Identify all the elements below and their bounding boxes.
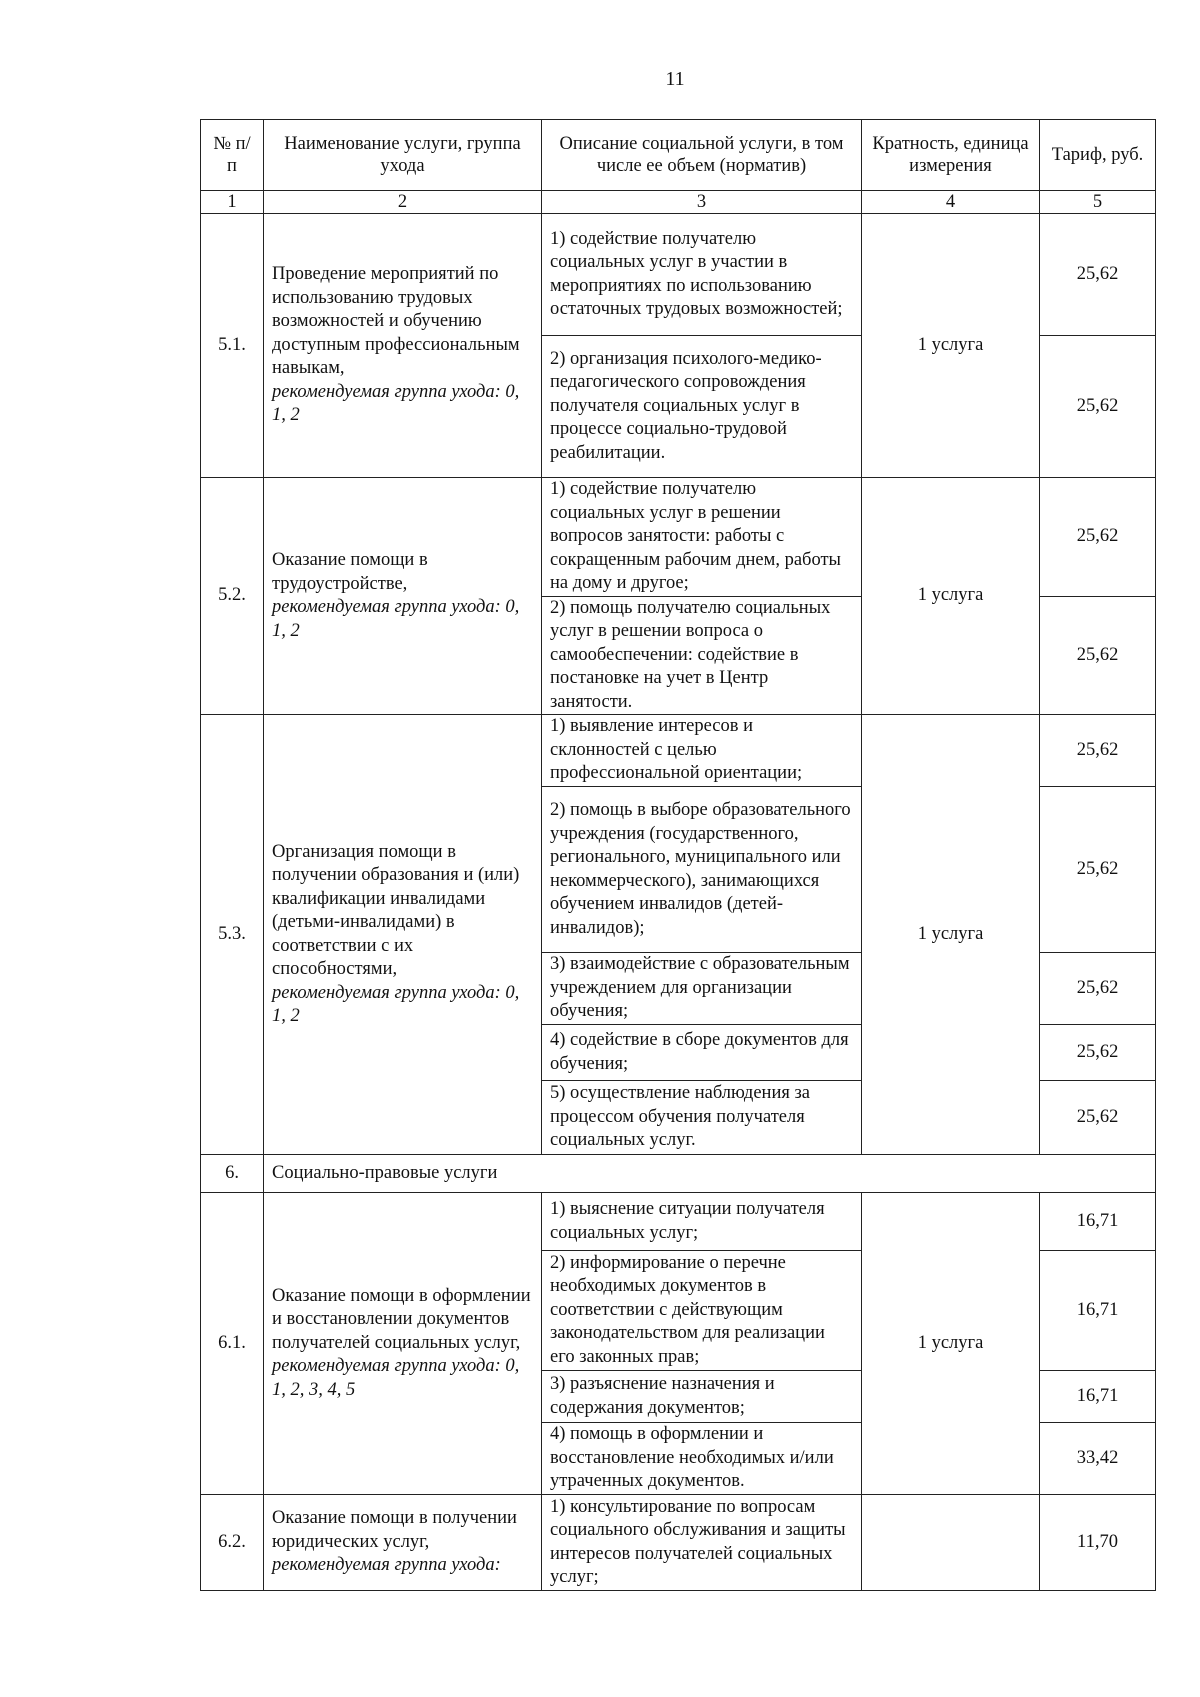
service-tariff: 25,62 — [1040, 1081, 1156, 1155]
service-unit: 1 услуга — [862, 1193, 1040, 1495]
header-number: № п/п — [201, 120, 264, 191]
column-number: 3 — [542, 191, 862, 214]
table-header-row — [201, 120, 1156, 191]
column-number: 5 — [1040, 191, 1156, 214]
service-name-cell — [264, 478, 542, 715]
service-name-cell — [264, 715, 542, 1155]
service-tariff: 11,70 — [1040, 1495, 1156, 1591]
service-description: 2) организация психолого-медико-педагогического сопровождения получателя социальных услуг в процессе социально-трудовой реабилитации. — [542, 336, 862, 478]
header-description: Описание социальной услуги, в том числе ее объем (норматив) — [542, 120, 862, 191]
service-name: Оказание помощи в получении юридических услуг, — [272, 1508, 517, 1552]
service-number: 5.2. — [201, 478, 264, 715]
service-tariff: 25,62 — [1040, 953, 1156, 1025]
service-tariff: 16,71 — [1040, 1371, 1156, 1423]
service-name: Оказание помощи в трудоустройстве, — [272, 550, 428, 594]
service-name: Оказание помощи в оформлении и восстановлении документов получателей социальных услуг, — [272, 1285, 531, 1353]
care-group: рекомендуемая группа ухода: — [272, 1555, 501, 1576]
column-number: 2 — [264, 191, 542, 214]
service-tariff: 25,62 — [1040, 715, 1156, 787]
care-group: рекомендуемая группа ухода: 0, 1, 2 — [272, 597, 520, 641]
header-service-name: Наименование услуги, группа ухода — [264, 120, 542, 191]
care-group: рекомендуемая группа ухода: 0, 1, 2 — [272, 381, 520, 426]
care-group: рекомендуемая группа ухода: 0, 1, 2 — [272, 982, 520, 1026]
service-tariff: 16,71 — [1040, 1193, 1156, 1251]
service-description: 2) помощь в выборе образовательного учреждения (государственного, регионального, муниципального или некоммерческого), занимающихся обучением инвалидов (детей-инвалидов); — [542, 787, 862, 953]
service-description: 3) разъяснение назначения и содержания документов; — [542, 1371, 862, 1423]
table-row — [201, 1193, 1156, 1251]
service-description: 3) взаимодействие с образовательным учреждением для организации обучения; — [542, 953, 862, 1025]
header-frequency: Кратность, единица измерения — [862, 120, 1040, 191]
service-tariff: 25,62 — [1040, 336, 1156, 478]
service-description: 1) выявление интересов и склонностей с целью профессиональной ориентации; — [542, 715, 862, 787]
services-table — [200, 119, 1156, 1591]
care-group: рекомендуемая группа ухода: 0, 1, 2, 3, 4, 5 — [272, 1356, 520, 1400]
service-tariff: 25,62 — [1040, 478, 1156, 597]
section-number: 6. — [201, 1155, 264, 1193]
service-description: 5) осуществление наблюдения за процессом обучения получателя социальных услуг. — [542, 1081, 862, 1155]
service-description: 4) помощь в оформлении и восстановление необходимых и/или утраченных документов. — [542, 1423, 862, 1495]
service-tariff: 16,71 — [1040, 1251, 1156, 1371]
column-number: 1 — [201, 191, 264, 214]
service-name-cell — [264, 214, 542, 478]
service-description: 2) информирование о перечне необходимых документов в соответствии с действующим законодательством для реализации его законных прав; — [542, 1251, 862, 1371]
table-row — [201, 1495, 1156, 1591]
table-row — [201, 214, 1156, 336]
page-number: 11 — [665, 68, 685, 90]
service-tariff: 25,62 — [1040, 214, 1156, 336]
table-row — [201, 478, 1156, 597]
service-name: Проведение мероприятий по использованию трудовых возможностей и обучению доступным профессиональным навыкам, — [272, 264, 520, 379]
service-name-cell — [264, 1495, 542, 1591]
service-number: 5.3. — [201, 715, 264, 1155]
service-unit — [862, 1495, 1040, 1591]
service-tariff: 25,62 — [1040, 596, 1156, 715]
section-title: Социально-правовые услуги — [264, 1155, 1156, 1193]
service-unit: 1 услуга — [862, 214, 1040, 478]
service-number: 5.1. — [201, 214, 264, 478]
service-description: 1) содействие получателю социальных услуг в участии в мероприятиях по использованию остаточных трудовых возможностей; — [542, 214, 862, 336]
header-tariff: Тариф, руб. — [1040, 120, 1156, 191]
service-unit: 1 услуга — [862, 478, 1040, 715]
section-row — [201, 1155, 1156, 1193]
column-number: 4 — [862, 191, 1040, 214]
table-row — [201, 715, 1156, 787]
service-description: 2) помощь получателю социальных услуг в решении вопроса о самообеспечении: содействие в постановке на учет в Центр занятости. — [542, 596, 862, 715]
service-description: 4) содействие в сборе документов для обучения; — [542, 1025, 862, 1081]
service-description: 1) консультирование по вопросам социального обслуживания и защиты интересов получателей социальных услуг; — [542, 1495, 862, 1591]
service-number: 6.1. — [201, 1193, 264, 1495]
service-number: 6.2. — [201, 1495, 264, 1591]
service-name: Организация помощи в получении образования и (или) квалификации инвалидами (детьми-инвалидами) в соответствии с их способностями, — [272, 841, 520, 979]
service-name-cell — [264, 1193, 542, 1495]
service-description: 1) содействие получателю социальных услуг в решении вопросов занятости: работы с сокращенным рабочим днем, работы на дому и другое; — [542, 478, 862, 597]
service-description: 1) выяснение ситуации получателя социальных услуг; — [542, 1193, 862, 1251]
service-tariff: 33,42 — [1040, 1423, 1156, 1495]
service-tariff: 25,62 — [1040, 1025, 1156, 1081]
column-numbers-row — [201, 191, 1156, 214]
service-unit: 1 услуга — [862, 715, 1040, 1155]
service-tariff: 25,62 — [1040, 787, 1156, 953]
